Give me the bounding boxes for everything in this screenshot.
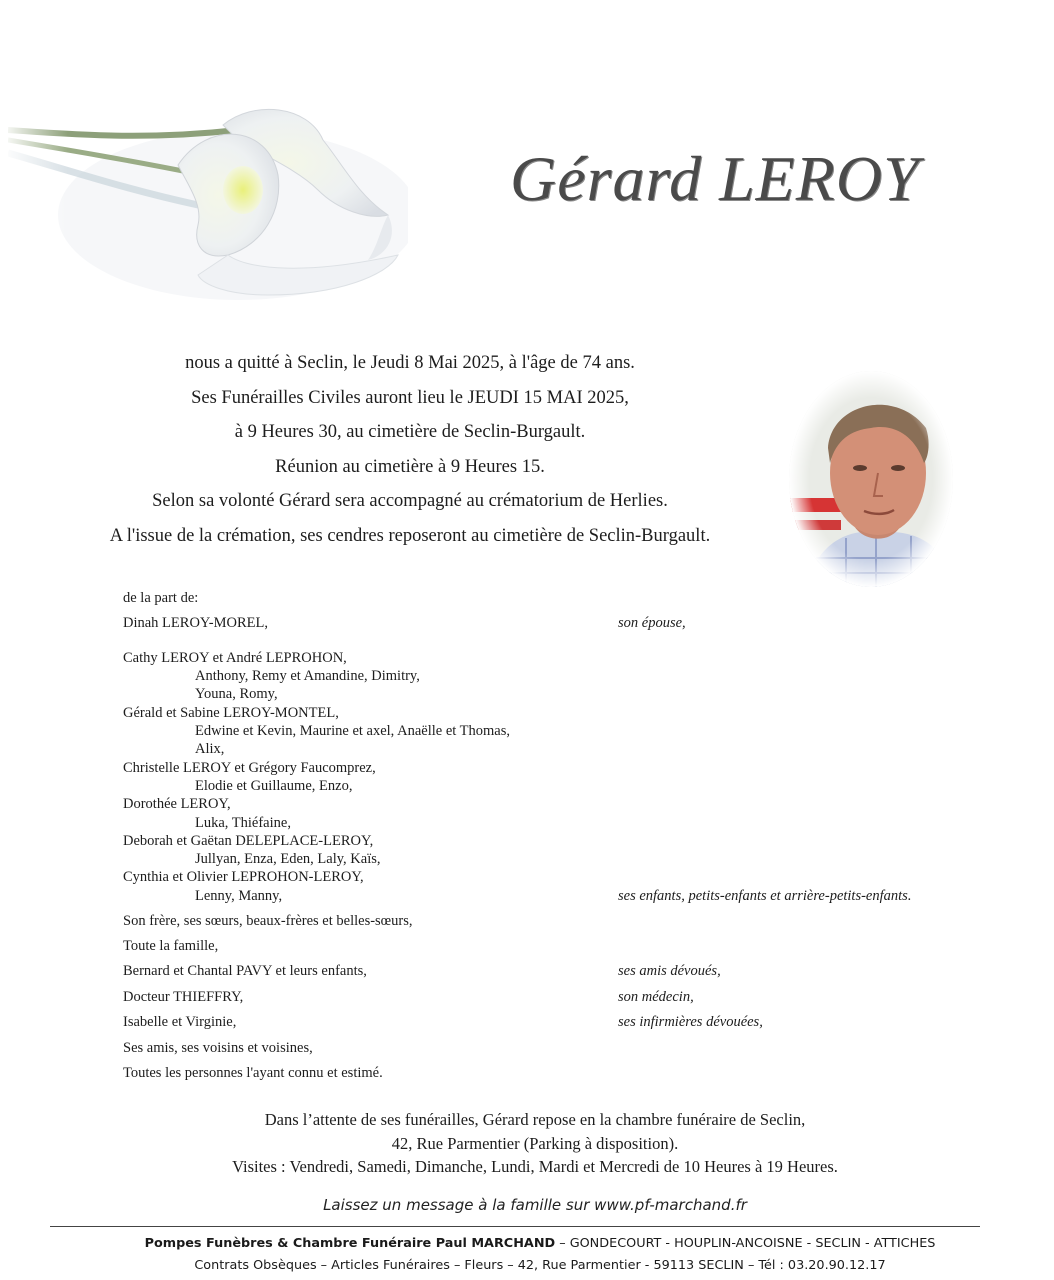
family-line: Cathy LEROY et André LEPROHON, bbox=[123, 650, 347, 666]
company-name: Pompes Funèbres & Chambre Funéraire Paul MARCHAND bbox=[144, 1236, 556, 1251]
family-line: Youna, Romy, bbox=[195, 686, 278, 702]
guestbook-message: Laissez un message à la famille sur www.pf-marchand.fr bbox=[323, 1196, 747, 1214]
friends-relation: ses amis dévoués, bbox=[618, 963, 721, 979]
deceased-name: Gérard LEROY bbox=[510, 143, 920, 214]
family-line: Elodie et Guillaume, Enzo, bbox=[195, 778, 353, 794]
announcement-line: A l'issue de la crémation, ses cendres reposeront au cimetière de Seclin-Burgault. bbox=[109, 525, 711, 546]
nurses-relation: ses infirmières dévouées, bbox=[618, 1014, 763, 1030]
all-people-line: Toutes les personnes l'ayant connu et estimé. bbox=[123, 1065, 383, 1081]
announcement-line: Ses Funérailles Civiles auront lieu le JEUDI 15 MAI 2025, bbox=[191, 387, 629, 408]
family-line: Cynthia et Olivier LEPROHON-LEROY, bbox=[123, 869, 364, 885]
family-line: Deborah et Gaëtan DELEPLACE-LEROY, bbox=[123, 833, 374, 849]
family-line: Anthony, Remy et Amandine, Dimitry, bbox=[195, 668, 420, 684]
family-intro: de la part de: bbox=[123, 590, 199, 606]
calla-lily-illustration bbox=[8, 95, 408, 300]
visits-line: 42, Rue Parmentier (Parking à disposition). bbox=[391, 1133, 679, 1153]
family-line: Dorothée LEROY, bbox=[123, 796, 231, 812]
family-line: Edwine et Kevin, Maurine et axel, Anaëlle et Thomas, bbox=[195, 723, 511, 739]
family-line: Luka, Thiéfaine, bbox=[195, 815, 291, 831]
announcement-line: Selon sa volonté Gérard sera accompagné au crématorium de Herlies. bbox=[152, 491, 668, 511]
announcement-block bbox=[60, 346, 760, 553]
footer-divider bbox=[50, 1226, 980, 1227]
neighbours-line: Ses amis, ses voisins et voisines, bbox=[123, 1040, 313, 1056]
visits-block bbox=[120, 1108, 950, 1179]
children-relation: ses enfants, petits-enfants et arrière-petits-enfants. bbox=[618, 888, 912, 904]
whole-family-line: Toute la famille, bbox=[123, 938, 219, 954]
nurses-name: Isabelle et Virginie, bbox=[123, 1014, 237, 1030]
family-line: Christelle LEROY et Grégory Faucomprez, bbox=[123, 760, 376, 776]
siblings-line: Son frère, ses sœurs, beaux-frères et belles-sœurs, bbox=[123, 913, 413, 929]
announcement-line: à 9 Heures 30, au cimetière de Seclin-Burgault. bbox=[234, 422, 586, 442]
family-line: Lenny, Manny, bbox=[195, 888, 283, 904]
announcement-line: Réunion au cimetière à 9 Heures 15. bbox=[275, 456, 545, 477]
friends-name: Bernard et Chantal PAVY et leurs enfants, bbox=[123, 963, 367, 979]
spouse-relation: son épouse, bbox=[618, 615, 686, 631]
footer-company-line bbox=[60, 1236, 1020, 1251]
doctor-relation: son médecin, bbox=[618, 989, 694, 1005]
family-line: Gérald et Sabine LEROY-MONTEL, bbox=[123, 705, 339, 721]
announcement-line: nous a quitté à Seclin, le Jeudi 8 Mai 2025, à l'âge de 74 ans. bbox=[185, 353, 635, 373]
visits-line: Visites : Vendredi, Samedi, Dimanche, Lundi, Mardi et Mercredi de 10 Heures à 19 Heures. bbox=[232, 1157, 838, 1176]
family-line: Alix, bbox=[195, 741, 225, 757]
footer-contact-line: Contrats Obsèques – Articles Funéraires – Fleurs – 42, Rue Parmentier - 59113 SECLIN – Tél : 03.20.90.12.17 bbox=[194, 1258, 886, 1273]
company-towns: – GONDECOURT - HOUPLIN-ANCOISNE - SECLIN - ATTICHES bbox=[555, 1236, 936, 1251]
portrait-photo bbox=[786, 368, 956, 590]
spouse-name: Dinah LEROY-MOREL, bbox=[123, 615, 268, 631]
visits-line: Dans l’attente de ses funérailles, Gérard repose en la chambre funéraire de Seclin, bbox=[264, 1110, 806, 1129]
doctor-name: Docteur THIEFFRY, bbox=[123, 989, 244, 1005]
family-line: Jullyan, Enza, Eden, Laly, Kaïs, bbox=[195, 851, 381, 867]
